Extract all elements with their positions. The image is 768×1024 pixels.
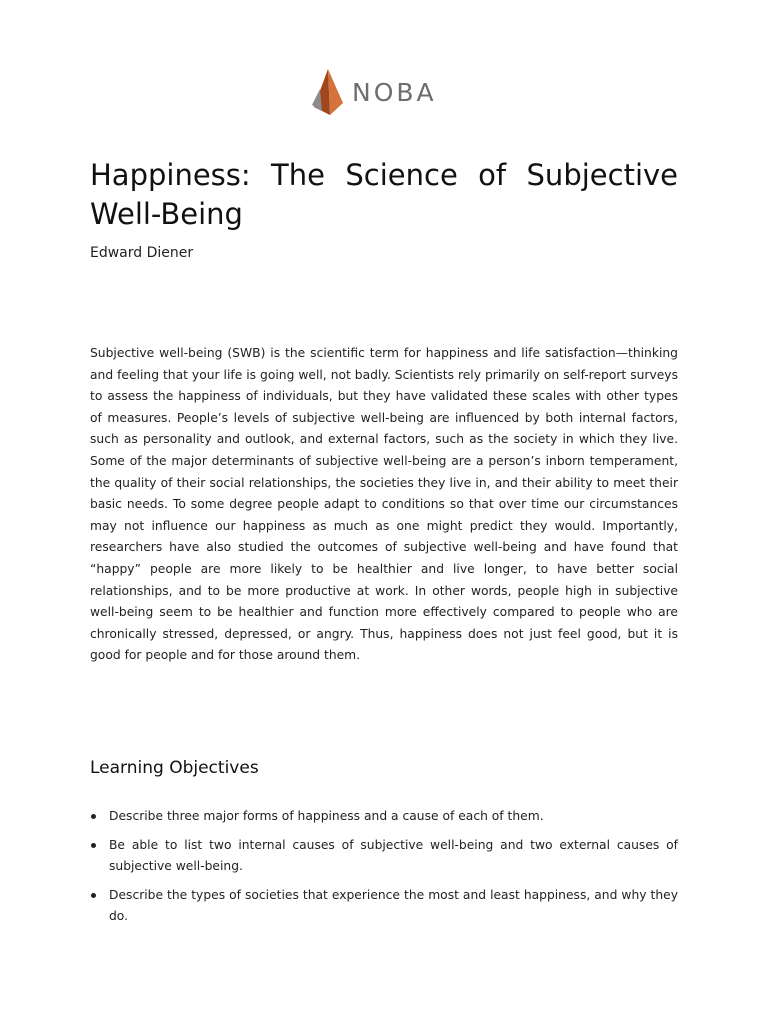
list-item	[90, 806, 678, 828]
bullet-icon	[91, 843, 96, 848]
author-name: Edward Diener	[90, 245, 194, 261]
noba-flame-logo-icon	[312, 69, 344, 115]
list-item	[90, 885, 678, 928]
list-item-text: Describe the types of societies that experience the most and least happiness, and why they do.	[109, 887, 678, 924]
abstract-paragraph: Subjective well-being (SWB) is the scientific term for happiness and life satisfaction—thinking and feeling that your life is going well, not badly. Scientists rely primarily on self-report surveys to assess the happiness of individuals, but they have validated these scales with other types of measures. People’s levels of subjective well-being are influenced by both internal factors, such as personality and outlook, and external factors, such as the society in which they live. Some of the major determinants of subjective well-being are a person’s inborn temperament, the quality of their social relationships, the societies they live in, and their ability to meet their basic needs. To some degree people adapt to conditions so that over time our circumstances may not influence our happiness as much as one might predict they would. Importantly, researchers have also studied the outcomes of subjective well-being and have found that “happy” people are more likely to be healthier and live longer, to have better social relationships, and to be more productive at work. In other words, people high in subjective well-being seem to be healthier and function more effectively compared to people who are chronically stressed, depressed, or angry. Thus, happiness does not just feel good, but it is good for people and for those around them.	[90, 346, 678, 663]
learning-objectives-list	[90, 806, 678, 935]
bullet-icon	[91, 814, 96, 819]
list-item	[90, 835, 678, 878]
logo-wordmark: NOBA	[352, 77, 437, 107]
document-title: Happiness: The Science of Subjective Well-Being	[90, 158, 678, 231]
bullet-icon	[91, 893, 96, 898]
list-item-text: Be able to list two internal causes of subjective well-being and two external causes of subjective well-being.	[109, 837, 678, 874]
list-item-text: Describe three major forms of happiness and a cause of each of them.	[109, 809, 544, 823]
learning-objectives-heading: Learning Objectives	[90, 758, 259, 778]
noba-logo	[312, 68, 437, 116]
